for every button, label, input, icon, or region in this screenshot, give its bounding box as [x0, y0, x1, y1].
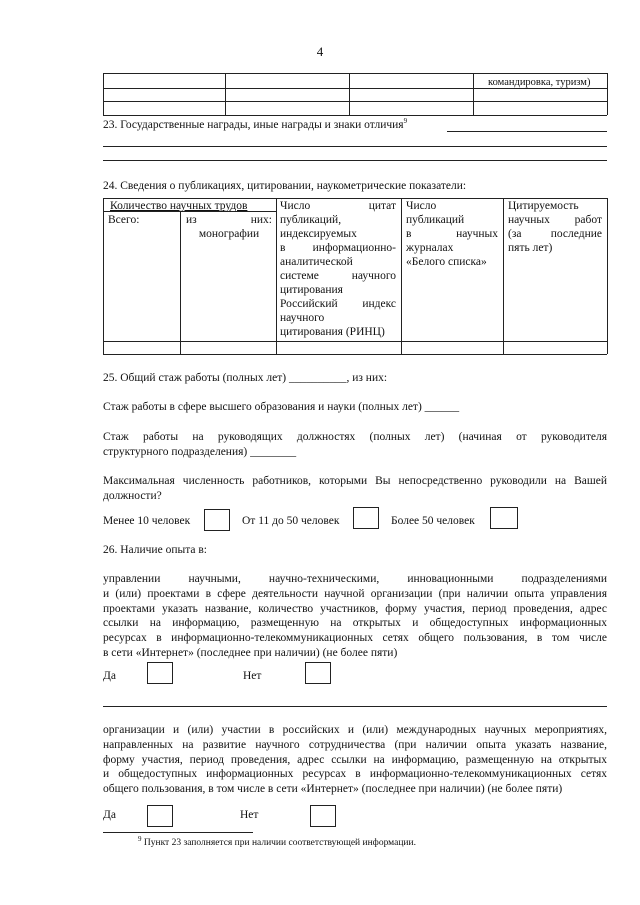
option-more-50-checkbox[interactable] — [490, 507, 518, 529]
section-23-answer-line[interactable] — [447, 131, 607, 132]
col-citation-index: Цитируемость научных работ (за последние пять лет) — [508, 200, 602, 254]
events-no-checkbox[interactable] — [310, 805, 336, 827]
top-table-cell-text: командировка, туризм) — [488, 77, 591, 88]
option-11-50-label: От 11 до 50 человек — [242, 515, 340, 527]
total-experience: 25. Общий стаж работы (полных лет) __________, из них: — [103, 372, 388, 384]
management-yes-checkbox[interactable] — [147, 662, 173, 684]
col-white-list-journals: Число публикаций в научных журналах «Белого списка» — [406, 200, 498, 268]
management-experience-text: управлении научными, научно-техническими, инновационными подразделениями и (или) проектами в сфере деятельности научной организации (при наличии опыта управления проектами указать название, количество участников, форму участия, период проведения, адрес ссылки на информацию, размещенную на открытых и общедоступных информационных ресурсах в информационно-телекоммуникационных сетях общего пользования, в том числе в сети «Интернет» (последнее при наличии) (не более пяти) — [103, 573, 607, 659]
events-no-label: Нет — [240, 809, 259, 821]
max-subordinates-question: Максимальная численность работников, которыми Вы непосредственно руководили на Вашей должности? — [103, 475, 607, 502]
section-26-title: 26. Наличие опыта в: — [103, 544, 207, 556]
events-experience-text: организации и (или) участии в российских и (или) международных научных мероприятиях, направленных на развитие научного сотрудничества (при наличии опыта указать название, форму участия, период проведения, адрес ссылки на информацию, размещенную на открытых и общедоступных информационных ресурсах в информационно-телекоммуникационных сетях общего пользования, в том числе в сети «Интернет» (последнее при наличии) (не более пяти) — [103, 724, 607, 796]
higher-ed-experience: Стаж работы в сфере высшего образования и науки (полных лет) ______ — [103, 401, 460, 413]
option-less-10-checkbox[interactable] — [204, 509, 230, 531]
section-23-answer-line-3[interactable] — [103, 160, 607, 161]
footnote: $^9$ Пункт 23 заполняется при наличии соответствующей информации. — [138, 834, 416, 848]
option-11-50-checkbox[interactable] — [353, 507, 379, 529]
option-less-10-label: Менее 10 человек — [103, 515, 191, 527]
footnote-divider — [103, 832, 253, 833]
management-no-checkbox[interactable] — [305, 662, 331, 684]
section-24-title: 24. Сведения о публикациях, цитировании, наукометрические показатели: — [103, 180, 467, 192]
col-publications-count-header: Количество научных трудов — [110, 200, 248, 212]
events-yes-label: Да — [103, 809, 116, 821]
leadership-experience: Стаж работы на руководящих должностях (полных лет) (начиная от руководителя структурного подразделения) ________ — [103, 431, 607, 458]
section-23-label: 23. Государственные награды, иные награды и знаки отличия$^9$ — [103, 117, 408, 131]
section-23-answer-line-2[interactable] — [103, 146, 607, 147]
management-yes-label: Да — [103, 670, 116, 682]
col-rinc-citations: Число цитат публикаций, индексируемых в информационно- аналитической системе научного цитирования Российский индекс научного цитирования (РИНЦ) — [280, 200, 396, 338]
management-no-label: Нет — [243, 670, 262, 682]
events-yes-checkbox[interactable] — [147, 805, 173, 827]
col-monographs: из них: монографии — [186, 214, 272, 240]
page-number: 4 — [316, 44, 324, 59]
col-total: Всего: — [108, 214, 140, 226]
option-more-50-label: Более 50 человек — [391, 515, 475, 527]
management-answer-line[interactable] — [103, 706, 607, 707]
